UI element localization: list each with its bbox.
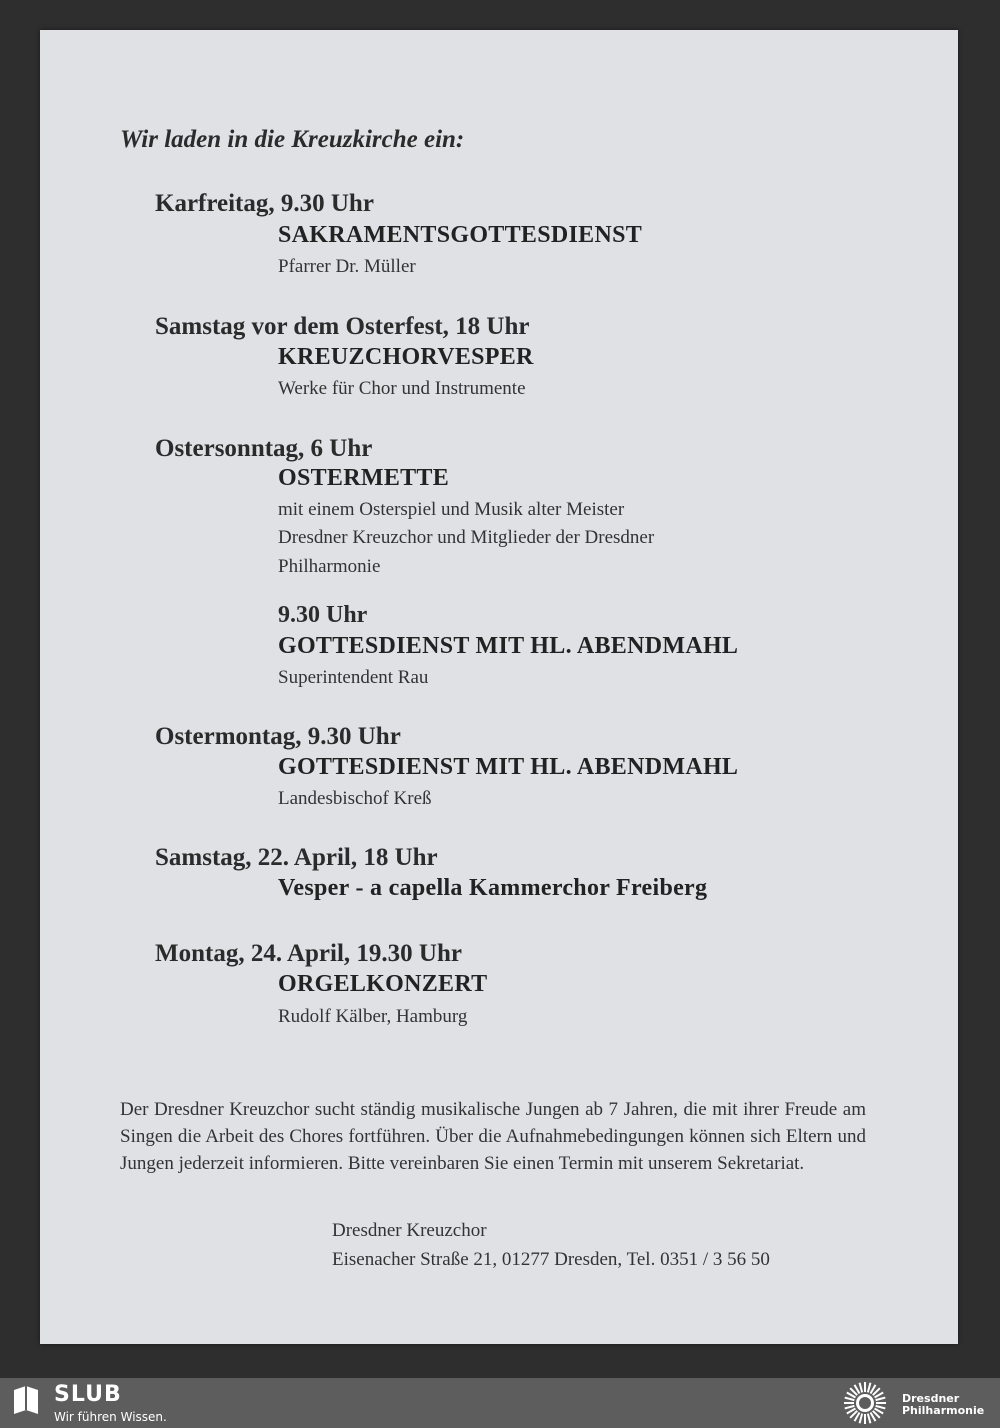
sun-ray — [860, 1414, 863, 1424]
partner-name-line1: Dresdner — [902, 1392, 960, 1405]
event-sub-rudolf-kaelber: Rudolf Kälber, Hamburg — [278, 1006, 468, 1027]
event-title-gottesdienst-2: GOTTESDIENST MIT HL. ABENDMAHL — [278, 754, 739, 780]
event-title-kreuzchorvesper: KREUZCHORVESPER — [278, 344, 534, 370]
slub-book-icon[interactable] — [12, 1384, 40, 1418]
event-sub-kreuzchor: Dresdner Kreuzchor und Mitglieder der Dresdner — [278, 527, 655, 548]
event-title-vesper: Vesper - a capella Kammerchor Freiberg — [278, 875, 708, 901]
event-sub-werke: Werke für Chor und Instrumente — [278, 378, 526, 399]
contact-block — [332, 1216, 770, 1274]
event-title-gottesdienst-1: GOTTESDIENST MIT HL. ABENDMAHL — [278, 633, 739, 659]
sun-ray — [845, 1406, 855, 1409]
event-title-ostermette: OSTERMETTE — [278, 465, 450, 491]
sun-ray — [868, 1383, 871, 1393]
footer-bar — [0, 1378, 1000, 1428]
sun-ray — [876, 1398, 886, 1401]
sun-ray — [868, 1414, 871, 1424]
event-sub-pfarrer: Pfarrer Dr. Müller — [278, 256, 416, 277]
event-day-samstag-22-april: Samstag, 22. April, 18 Uhr — [155, 844, 438, 871]
event-day-ostersonntag: Ostersonntag, 6 Uhr — [155, 435, 373, 462]
event-sub-osterspiel: mit einem Osterspiel und Musik alter Meister — [278, 499, 625, 520]
event-day-samstag-osterfest: Samstag vor dem Osterfest, 18 Uhr — [155, 313, 530, 340]
sun-ray — [876, 1406, 886, 1409]
contact-address: Eisenacher Straße 21, 01277 Dresden, Tel. 0351 / 3 56 50 — [332, 1249, 770, 1270]
event-time-930: 9.30 Uhr — [278, 602, 368, 628]
event-sub-philharmonie: Philharmonie — [278, 556, 381, 577]
intro-heading: Wir laden in die Kreuzkirche ein: — [120, 126, 465, 153]
event-day-ostermontag: Ostermontag, 9.30 Uhr — [155, 723, 401, 750]
dresdner-philharmonie-sun-icon[interactable] — [842, 1380, 888, 1426]
event-day-montag-24-april: Montag, 24. April, 19.30 Uhr — [155, 940, 462, 967]
partner-name-line2: Philharmonie — [902, 1404, 985, 1417]
event-title-sakramentsgottesdienst: SAKRAMENTSGOTTESDIENST — [278, 222, 643, 248]
recruitment-notice: Der Dresdner Kreuzchor sucht ständig musikalische Jungen ab 7 Jahren, die mit ihrer Freude am Singen die Arbeit des Chores fortführen. Über die Aufnahmebedingungen können sich Eltern und Jungen jederzeit informieren. Bitte vereinbaren Sie einen Termin mit unserem Sekretariat. — [120, 1099, 866, 1174]
sun-ray — [860, 1383, 863, 1393]
slub-tagline: Wir führen Wissen. — [54, 1410, 167, 1424]
contact-name: Dresdner Kreuzchor — [332, 1220, 487, 1241]
partner-name[interactable] — [902, 1393, 984, 1417]
event-title-orgelkonzert: ORGELKONZERT — [278, 971, 488, 997]
event-sub-landesbischof: Landesbischof Kreß — [278, 788, 432, 809]
document-page — [40, 30, 958, 1344]
event-sub-superintendent: Superintendent Rau — [278, 667, 429, 688]
slub-name[interactable]: SLUB — [54, 1382, 122, 1407]
sun-ray — [845, 1398, 855, 1401]
event-day-karfreitag: Karfreitag, 9.30 Uhr — [155, 190, 374, 217]
